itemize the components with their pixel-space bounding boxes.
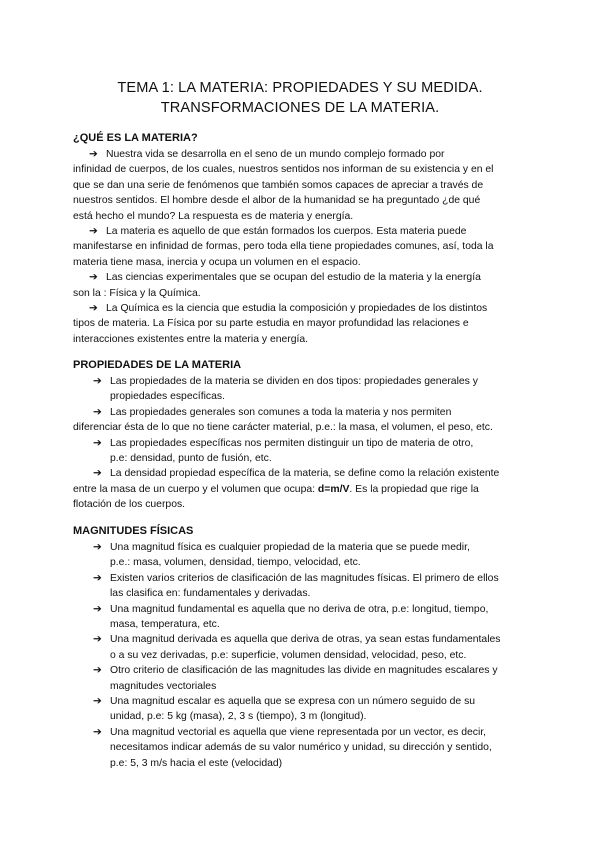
bullet-item: ➔ Las propiedades de la materia se dividen en dos tipos: propiedades generales y propiedades específicas.: [93, 376, 478, 403]
arrow-icon: ➔: [89, 272, 98, 284]
title-line-2: TRANSFORMACIONES DE LA MATERIA.: [160, 100, 440, 116]
arrow-icon: ➔: [93, 468, 102, 480]
bullet-item: ➔ Una magnitud escalar es aquella que se expresa con un número seguido de su unidad, p.e: 5 kg (masa), 2, 3 s (tiempo), 3 m (longitud).: [93, 696, 476, 723]
section-heading: MAGNITUDES FÍSICAS: [73, 525, 194, 537]
bullet-item: ➔ Las propiedades específicas nos permiten distinguir un tipo de materia de otro, p.e: densidad, punto de fusión, etc.: [93, 437, 474, 465]
bullet-item: ➔ Una magnitud derivada es aquella que deriva de otras, ya sean estas fundamentales o a su vez derivadas, p.e: superficie, volumen densidad, velocidad, peso, etc.: [93, 634, 501, 661]
arrow-icon: ➔: [93, 665, 102, 677]
section-heading: PROPIEDADES DE LA MATERIA: [73, 359, 242, 371]
section-heading: ¿QUÉ ES LA MATERIA?: [73, 132, 198, 144]
arrow-icon: ➔: [93, 603, 102, 615]
bullet-item: ➔ Otro criterio de clasificación de las magnitudes las divide en magnitudes escalares y magnitudes vectoriales: [93, 665, 498, 692]
arrow-icon: ➔: [93, 696, 102, 708]
section-magnitudes-fisicas: [73, 524, 533, 771]
bullet-item: ➔ Una magnitud vectorial es aquella que viene representada por un vector, es decir, necesitamos indicar además de su valor numérico y unidad, su dirección y sentido, p.e: 5, 3 m/s hacia el este (velocidad): [93, 726, 492, 769]
arrow-icon: ➔: [93, 437, 102, 449]
paragraph: ➔ Nuestra vida se desarrolla en el seno de un mundo complejo formado por infinidad de cuerpos, de los cuales, nuestros sentidos nos informan de su existencia y en el que se dan una serie de fenómenos que también somos capaces de apreciar a través de nuestros sentidos. El hombre desde el albor de la humanidad se ha preguntado ¿de qué está hecho el mundo? La respuesta es de materia y energía.: [73, 149, 494, 222]
arrow-icon: ➔: [89, 303, 98, 315]
bullet-item: ➔ Una magnitud fundamental es aquella que no deriva de otra, p.e: longitud, tiempo, masa, temperatura, etc.: [93, 603, 489, 631]
paragraph: ➔ La densidad propiedad específica de la materia, se define como la relación existente entre la masa de un cuerpo y el volumen que ocupa: d=m/V. Es la propiedad que rige la flotación de los cuerpos.: [73, 468, 500, 511]
arrow-icon: ➔: [93, 376, 102, 387]
paragraph: ➔ La Química es la ciencia que estudia la composición y propiedades de los distintos tipos de materia. La Física por su parte estudia en mayor profundidad las relaciones e interacciones existentes entre la materia y energía.: [73, 303, 488, 345]
arrow-icon: ➔: [93, 572, 102, 584]
section-propiedades-de-la-materia: [73, 358, 533, 513]
bullet-item: ➔ Existen varios criterios de clasificación de las magnitudes físicas. El primero de ellos las clasifica en: fundamentales y derivadas.: [93, 572, 499, 600]
paragraph: ➔ Las ciencias experimentales que se ocupan del estudio de la materia y la energía son la : Física y la Química.: [73, 272, 481, 299]
density-formula: d=m/V: [317, 483, 350, 495]
bullet-item: ➔ Una magnitud física es cualquier propiedad de la materia que se puede medir, p.e.: masa, volumen, densidad, tiempo, velocidad, etc.: [93, 542, 470, 569]
paragraph: ➔ Las propiedades generales son comunes a toda la materia y nos permiten diferenciar ésta de lo que no tiene carácter material, p.e.: la masa, el volumen, el peso, etc.: [73, 406, 493, 434]
arrow-icon: ➔: [93, 406, 102, 418]
arrow-icon: ➔: [93, 726, 102, 738]
title-line-1: TEMA 1: LA MATERIA: PROPIEDADES Y SU MEDIDA.: [117, 80, 483, 96]
arrow-icon: ➔: [93, 542, 102, 553]
document-title: [70, 78, 530, 118]
arrow-icon: ➔: [89, 226, 98, 238]
section-que-es-la-materia: [73, 131, 533, 347]
arrow-icon: ➔: [89, 149, 98, 160]
paragraph: ➔ La materia es aquello de que están formados los cuerpos. Esta materia puede manifestarse en infinidad de formas, pero toda ella tiene propiedades comunes, así, toda la materia tiene masa, inercia y ocupa un volumen en el espacio.: [73, 226, 494, 268]
arrow-icon: ➔: [93, 634, 102, 646]
